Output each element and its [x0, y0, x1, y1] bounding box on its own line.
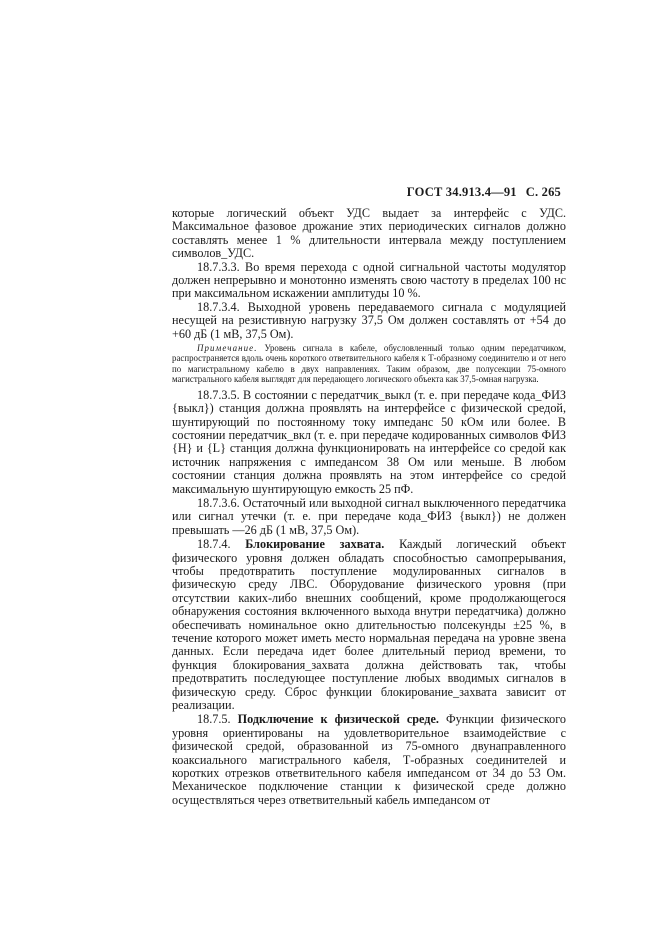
page-header	[407, 185, 561, 200]
page-number: С. 265	[525, 185, 561, 199]
note-text: Уровень сигнала в кабеле, обусловленный только одним передатчиком, распространяется вдоль очень короткого ответвительного кабеля к Т-образному соединителю и от него по магистральному кабелю в двух направлениях. Таким образом, две полусекции 75-омного магистрального кабеля выглядят для передающего логического объекта как 37,5-омная нагрузка.	[172, 343, 566, 385]
section-number: 18.7.4.	[197, 537, 231, 552]
section-title: Подключение к физической среде.	[237, 712, 439, 727]
section-title: Блокирование захвата.	[245, 537, 385, 552]
paragraph-continuation: которые логический объект УДС выдает за интерфейс с УДС. Максимальное фазовое дрожание этих периодических сигналов должно составлять менее 1 % длительности интервала между поступлением символов_УДС.	[172, 206, 566, 261]
document-body	[172, 207, 566, 807]
section-number: 18.7.5.	[197, 712, 231, 727]
section-18-7-4	[172, 538, 566, 712]
paragraph-18-7-3-5: 18.7.3.5. В состоянии с передатчик_выкл (т. е. при передаче кода_ФИЗ {выкл}) станция должна проявлять на интерфейсе с физической средой, шунтирующий по постоянному току импеданс 50 кОм или более. В состоянии передатчик_вкл (т. е. при передаче кодированных символов ФИЗ {Н} и {L} станция должна функционировать на интерфейсе со средой как источник напряжения с импедансом 38 Ом или меньше. В любом состоянии станция должна проявлять на этом интерфейсе со средой максимальную шунтирующую емкость 25 пФ.	[172, 387, 566, 496]
paragraph-18-7-3-4: 18.7.3.4. Выходной уровень передаваемого сигнала с модуляцией несущей на резистивную нагрузку 37,5 Ом должен составлять от +54 до +60 дБ (1 мВ, 37,5 Ом).	[172, 299, 566, 341]
section-text: Функции физического уровня ориентированы на удовлетворительное взаимодействие с физической средой, образованной из 75-омного двунаправленного коаксиального магистрального кабеля, Т-образных соединителей и коротких отрезков ответвительного кабеля импедансом от 34 до 53 Ом. Механическое подключение станции к физической среде должно осуществляться через ответвительный кабель импедансом от	[172, 712, 566, 807]
section-18-7-5	[172, 713, 566, 807]
section-text: Каждый логический объект физического уровня должен обладать способностью самопрерывания, чтобы предотвратить поступление модулированных сигналов в физическую среду ЛВС. Оборудование физического уровня (при отсутствии каких-либо внешних сообщений, кроме продолжающегося обнаружения состояния включенного выхода внутри передатчика) должно обеспечивать номинальное окно длительностью полсекунды ±25 %, в течение которого может иметь место нормальная передача на уровне звена данных. Если передача идет более длительный период времени, то функция блокирования_захвата должна действовать так, чтобы предотвратить последующее поступление любых вводимых сигналов в физическую среду. Сброс функции блокирование_захвата зависит от реализации.	[172, 537, 567, 713]
standard-number: ГОСТ 34.913.4—91	[406, 185, 517, 199]
note	[172, 343, 566, 385]
paragraph-18-7-3-3: 18.7.3.3. Во время перехода с одной сигнальной частоты модулятор должен непрерывно и монотонно изменять свою частоту в пределах 100 нс при максимальном искажении амплитуды 10 %.	[172, 259, 566, 301]
paragraph-18-7-3-6: 18.7.3.6. Остаточный или выходной сигнал выключенного передатчика или сигнал утечки (т. е. при передаче кода_ФИЗ {выкл}) не должен превышать —26 дБ (1 мВ, 37,5 Ом).	[172, 495, 566, 537]
note-label: Примечание.	[197, 343, 258, 354]
